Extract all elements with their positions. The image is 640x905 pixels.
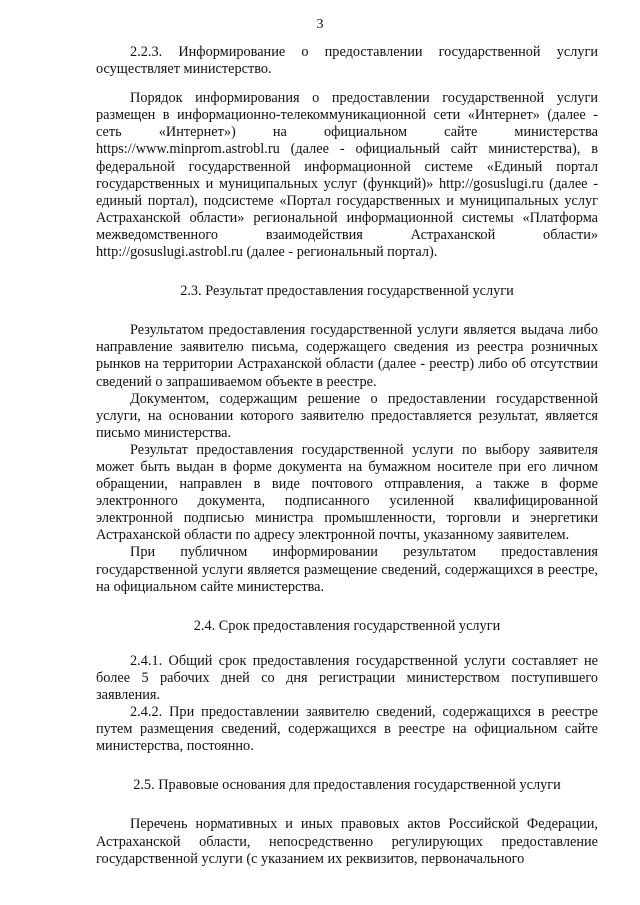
spacer — [96, 300, 598, 322]
paragraph-public-informing: При публичном информировании результатом предоставления государственной услуги является размещение сведений, содержащихся в реестре, на официальном сайте министерства. — [96, 544, 598, 595]
paragraph-2-4-1: 2.4.1. Общий срок предоставления государственной услуги составляет не более 5 рабочих дней со дня регистрации министерством поступившего заявления. — [96, 652, 598, 703]
spacer — [96, 261, 598, 283]
section-heading-2-5: 2.5. Правовые основания для предоставления государственной услуги — [133, 777, 561, 794]
paragraph-decision-document: Документом, содержащим решение о предоставлении государственной услуги, на основании которого заявителю предоставляется результат, является письмо министерства. — [96, 390, 598, 441]
paragraph-legal-acts: Перечень нормативных и иных правовых актов Российской Федерации, Астраханской области, непосредственно регулирующих предоставление государственной услуги (с указанием их реквизитов, первоначального — [96, 816, 598, 867]
page-number: 3 — [316, 17, 324, 32]
paragraph-informing-order: Порядок информирования о предоставлении государственной услуги размещен в информационно-телекоммуникационной сети «Интернет» (далее - сеть «Интернет») на официальном сайте министерства https://www.minprom.astrobl.ru (далее - официальный сайт министерства), в федеральной государственной информационной системе «Единый портал государственных и муниципальных услуг (функций)» http://gosuslugi.ru (далее - единый портал), подсистеме «Портал государственных и муниципальных услуг Астраханской области» региональной информационной системы «Платформа межведомственного взаимодействия Астраханской области» http://gosuslugi.astrobl.ru (далее - региональный портал). — [96, 90, 598, 261]
paragraph-result-delivery: Результат предоставления государственной услуги по выбору заявителя может быть выдан в форме документа на бумажном носителе при его личном обращении, направлен в виде почтового отправления, а также в форме электронного документа, подписанного усиленной квалифицированной электронной подписью министра промышленности, торговли и энергетики Астраханской области по адресу электронной почты, указанному заявителем. — [96, 441, 598, 544]
spacer — [96, 635, 598, 653]
document-body — [96, 44, 598, 868]
spacer — [96, 596, 598, 618]
spacer — [96, 755, 598, 777]
paragraph-2-4-2: 2.4.2. При предоставлении заявителю сведений, содержащихся в реестре путем размещения сведений, содержащихся в реестре на официальном сайте министерства, постоянно. — [96, 704, 598, 755]
spacer — [96, 794, 598, 816]
paragraph-service-result: Результатом предоставления государственной услуги является выдача либо направление заявителю письма, содержащего сведения из реестра розничных рынков на территории Астраханской области (далее - реестр) либо об отсутствии сведений о запрашиваемом объекте в реестре. — [96, 322, 598, 390]
section-heading-2-3: 2.3. Результат предоставления государственной услуги — [180, 283, 514, 300]
spacer — [96, 78, 598, 90]
paragraph-2-2-3: 2.2.3. Информирование о предоставлении государственной услуги осуществляет министерство. — [96, 44, 598, 78]
section-heading-2-4: 2.4. Срок предоставления государственной услуги — [193, 617, 501, 634]
